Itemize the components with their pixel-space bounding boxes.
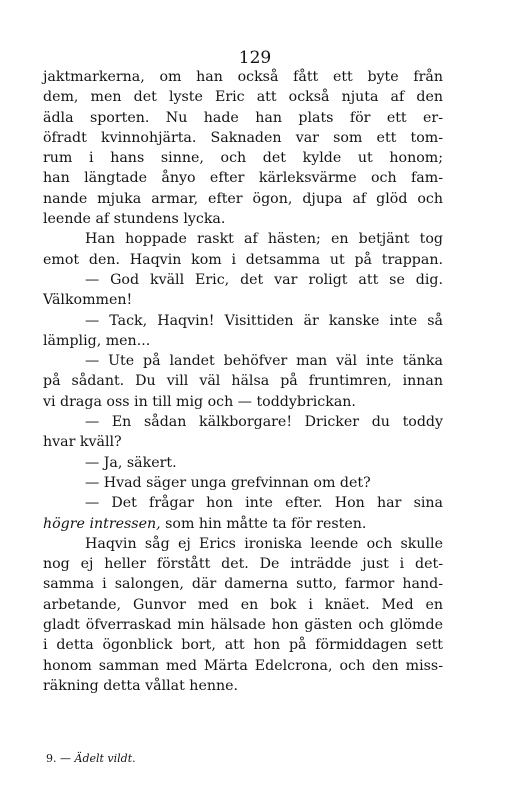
text-line: leende af stundens lycka. [43, 211, 226, 228]
text-line: rum i hans sinne, och det kylde ut honom; [43, 150, 443, 167]
text-line: dem, men det lyste Eric att också njuta af den [43, 89, 443, 106]
text-line: — God kväll Eric, det var roligt att se dig. [85, 271, 443, 288]
text-line: — Det frågar hon inte efter. Hon har sina [85, 495, 443, 512]
text-line: — Hvad säger unga grefvinnan om det? [85, 474, 371, 491]
text-line: ädla sporten. Nu hade han plats för ett er- [43, 109, 443, 126]
text-line: Välkommen! [43, 292, 133, 309]
text-line: Haqvin såg ej Erics ironiska leende och skulle [85, 535, 443, 552]
text-line: hvar kväll? [43, 434, 122, 451]
text-line: gladt öfverraskad min hälsade hon gästen och glömde [43, 617, 443, 634]
signature-number: 9. [46, 752, 57, 765]
text-line-with-italic [43, 514, 443, 534]
text-line: emot den. Haqvin kom i detsamma ut på trappan. [43, 251, 443, 268]
text-line: honom samman med Märta Edelcrona, och den miss- [43, 657, 443, 674]
body-text [43, 67, 443, 696]
page-number: 129 [238, 48, 272, 68]
signature-footer [46, 752, 136, 765]
text-line: Han hoppade raskt af hästen; en betjänt tog [85, 231, 443, 248]
text-line: — Tack, Haqvin! Visittiden är kanske inte så [85, 312, 443, 329]
signature-title: — Ädelt vildt. [60, 752, 136, 765]
text-line-rest: som hin måtte ta för resten. [160, 515, 367, 532]
text-line: vi draga oss in till mig och — toddybrickan. [43, 393, 356, 410]
text-line: räkning detta vållat henne. [43, 677, 239, 694]
text-line: öfradt kvinnohjärta. Saknaden var som ett tom- [43, 129, 443, 146]
text-line: i detta ögonblick bort, att hon på förmiddagen sett [43, 637, 443, 654]
text-line: på sådant. Du vill väl hälsa på fruntimren, innan [43, 373, 443, 390]
text-line: nande mjuka armar, efter ögon, djupa af glöd och [43, 190, 443, 207]
text-line: jaktmarkerna, om han också fått ett byte från [43, 69, 443, 85]
text-line: arbetande, Gunvor med en bok i knäet. Med en [43, 596, 443, 613]
text-line: — Ute på landet behöfver man väl inte tänka [85, 353, 443, 370]
text-line: — En sådan kälkborgare! Dricker du toddy [85, 414, 443, 431]
text-line: lämplig, men... [43, 332, 151, 349]
text-line: samma i salongen, där damerna sutto, farmor hand- [43, 576, 443, 593]
text-line: nog ej heller förstått det. De inträdde just i det- [43, 556, 443, 573]
italic-phrase: högre intressen, [43, 515, 161, 532]
text-line: han längtade ånyo efter kärleksvärme och fam- [43, 170, 443, 187]
text-line: — Ja, säkert. [85, 454, 177, 471]
